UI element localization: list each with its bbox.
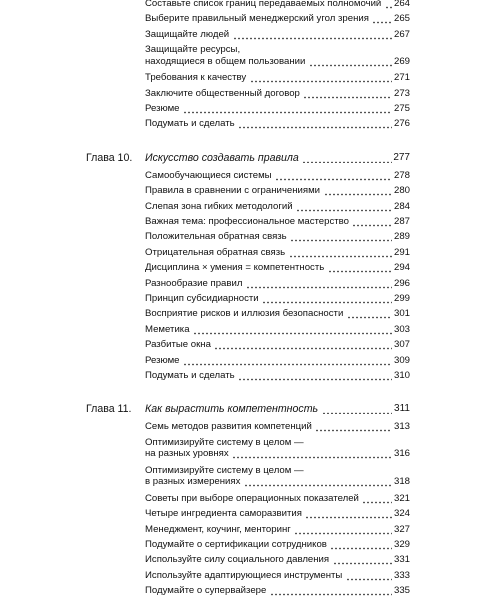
- toc-entry-title: Меметика: [145, 323, 190, 335]
- dot-leader: [244, 476, 392, 487]
- dot-leader: [296, 201, 392, 212]
- toc-entry-title: Составьте список границ передаваемых полномочий: [145, 0, 382, 9]
- dot-leader: [232, 448, 392, 459]
- toc-entry-title-continued: находящиеся в общем пользовании: [145, 55, 306, 67]
- dot-leader: [346, 570, 392, 581]
- dot-leader: [372, 13, 392, 24]
- dot-leader: [347, 308, 392, 319]
- dot-leader: [270, 585, 392, 596]
- toc-entry-title: Используйте силу социального давления: [145, 554, 330, 566]
- toc-page-number: 291: [393, 246, 410, 258]
- toc-page-number: 269: [393, 55, 410, 67]
- toc-entry-title: Подумайте о сертификации сотрудников: [145, 539, 327, 550]
- dot-leader: [330, 539, 392, 550]
- dot-leader: [303, 88, 392, 99]
- toc-entry-title: Резюме: [145, 103, 180, 114]
- toc-page-number: 309: [393, 354, 410, 366]
- toc-entry-title: Важная тема: профессиональное мастерство: [145, 216, 349, 227]
- toc-page-number: 331: [393, 554, 410, 566]
- toc-entry-title: Отрицательная обратная связь: [145, 246, 286, 258]
- dot-leader: [309, 56, 392, 67]
- toc-page-number: 296: [393, 277, 410, 289]
- dot-leader: [385, 0, 392, 9]
- toc-entry-title-continued: в разных измерениях: [145, 476, 241, 488]
- dot-leader: [238, 118, 392, 129]
- toc-page-number: 284: [393, 200, 410, 212]
- dot-leader: [262, 293, 392, 304]
- dot-leader: [290, 231, 392, 242]
- toc-entry-title: Заключите общественный договор: [145, 87, 300, 99]
- toc-page-number: 307: [393, 339, 410, 351]
- toc-page-number: 301: [393, 308, 410, 320]
- dot-leader: [294, 524, 392, 535]
- dot-leader: [183, 103, 392, 114]
- toc-entry-title: Самообучающиеся системы: [145, 169, 272, 181]
- dot-leader: [214, 339, 392, 350]
- toc-page-number: 321: [393, 492, 410, 504]
- toc-page-number: 310: [393, 370, 410, 381]
- toc-entry-title: Требования к качеству: [145, 72, 247, 84]
- toc-page-number: 264: [393, 0, 410, 9]
- toc-page-number: 303: [393, 323, 410, 335]
- toc-entry-title: Семь методов развития компетенций: [145, 421, 312, 433]
- dot-leader: [333, 554, 392, 565]
- dot-leader: [250, 72, 392, 83]
- toc-entry-title: Слепая зона гибких методологий: [145, 200, 293, 212]
- toc-page-number: 316: [393, 448, 410, 460]
- toc-entry-title: Защищайте ресурсы,: [145, 44, 241, 56]
- toc-page-number: 327: [393, 523, 410, 535]
- toc-entry-title: Менеджмент, коучинг, менторинг: [145, 523, 291, 535]
- toc-page-number: 273: [393, 87, 410, 99]
- dot-leader: [289, 247, 392, 258]
- toc-entry-title: Используйте адаптирующиеся инструменты: [145, 569, 343, 581]
- dot-leader: [324, 185, 392, 196]
- dot-leader: [183, 355, 392, 366]
- toc-page-number: 294: [393, 262, 410, 274]
- toc-entry-title: Положительная обратная связь: [145, 231, 287, 243]
- toc-entry-title: Четыре ингредиента саморазвития: [145, 508, 302, 520]
- toc-entry-title: Правила в сравнении с ограничениями: [145, 185, 321, 197]
- toc-entry-title: Подумать и сделать: [145, 118, 235, 130]
- dot-leader: [315, 421, 392, 432]
- toc-entry-title: Подумать и сделать: [145, 370, 235, 381]
- toc-page-number: 324: [393, 508, 410, 520]
- toc-page-number: 267: [393, 28, 410, 40]
- dot-leader: [302, 152, 392, 163]
- chapter-page-number: 311: [394, 403, 410, 415]
- toc-page-number: 276: [393, 118, 410, 130]
- dot-leader: [193, 324, 392, 335]
- toc-page-number: 280: [393, 185, 410, 197]
- dot-leader: [246, 278, 392, 289]
- toc-entry-title: Оптимизируйте систему в целом —: [145, 464, 304, 476]
- toc-entry-title: Разнообразие правил: [145, 277, 243, 289]
- toc-entry-title: Оптимизируйте систему в целом —: [145, 436, 304, 448]
- toc-page-number: 318: [393, 476, 410, 488]
- toc-page-number: 271: [393, 72, 410, 84]
- dot-leader: [238, 370, 392, 381]
- toc-page-number: 289: [393, 231, 410, 243]
- toc-page-number: 275: [393, 103, 410, 114]
- toc-entry-title: Советы при выборе операционных показателей: [145, 492, 359, 504]
- toc-page-number: 287: [393, 216, 410, 227]
- toc-entry-title: Защищайте людей: [145, 28, 230, 40]
- toc-page-number: 335: [393, 585, 410, 596]
- dot-leader: [328, 262, 392, 273]
- chapter-title: Искусство создавать правила: [145, 151, 299, 164]
- toc-page-number: 313: [393, 421, 410, 433]
- chapter-page-number: 277: [393, 151, 410, 163]
- chapter-label: Глава 10.: [86, 151, 133, 164]
- toc-page-number: 299: [393, 293, 410, 304]
- dot-leader: [275, 170, 392, 181]
- dot-leader: [322, 403, 392, 414]
- toc-entry-title-continued: на разных уровнях: [145, 448, 229, 460]
- chapter-title: Как вырастить компетентность: [145, 403, 319, 416]
- toc-entry-title: Дисциплина × умения = компетентность: [145, 262, 325, 274]
- toc-entry-title: Резюме: [145, 354, 180, 366]
- dot-leader: [362, 493, 392, 504]
- toc-page-number: 278: [393, 169, 410, 181]
- toc-page-number: 333: [393, 569, 410, 581]
- toc-entry-title: Подумайте о супервайзере: [145, 585, 267, 596]
- toc-entry-title: Восприятие рисков и иллюзия безопасности: [145, 308, 344, 320]
- toc-page-number: 329: [393, 539, 410, 550]
- toc-entry-title: Разбитые окна: [145, 339, 211, 351]
- dot-leader: [352, 216, 392, 227]
- dot-leader: [233, 29, 392, 40]
- toc-entry-title: Выберите правильный менеджерский угол зрения: [145, 13, 369, 25]
- toc-page-number: 265: [393, 13, 410, 25]
- dot-leader: [305, 508, 392, 519]
- chapter-label: Глава 11.: [86, 403, 132, 416]
- toc-entry-title: Принцип субсидиарности: [145, 293, 259, 304]
